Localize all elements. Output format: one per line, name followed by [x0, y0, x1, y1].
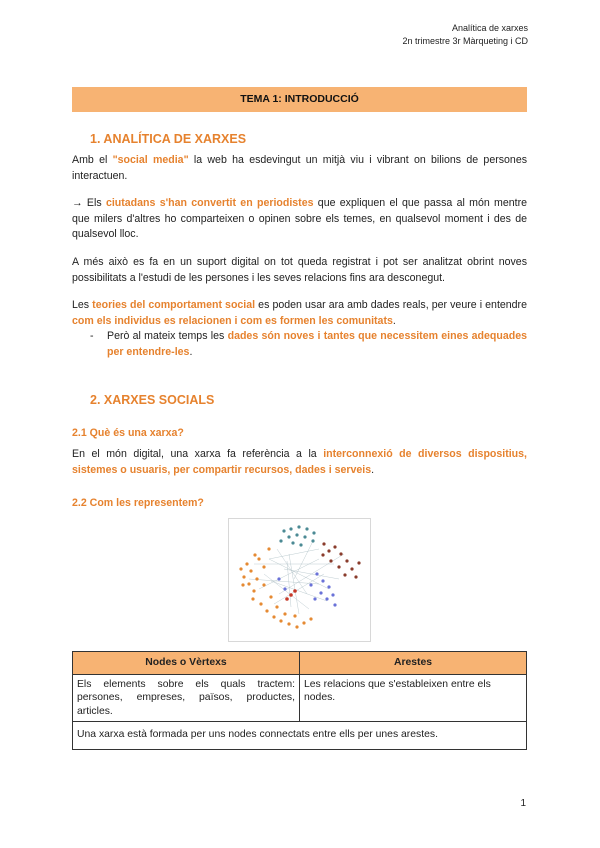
topic-banner: TEMA 1: INTRODUCCIÓ	[72, 87, 527, 112]
section-2-heading: 2. XARXES SOCIALS	[90, 393, 215, 407]
network-graph-illustration	[229, 519, 370, 641]
paragraph-citizens-journalists: → Els ciutadans s'han convertit en periodistes que expliquen el que passa al món mentre que milers d'altres ho comparteixen o opinen sobre els temes, en qualsevol moment i des de qualsevol lloc.	[72, 197, 528, 240]
table-header-nodes: Nodes o Vèrtexs	[73, 652, 300, 675]
section-1-heading: 1. ANALÍTICA DE XARXES	[90, 132, 247, 146]
header-subject: Analítica de xarxes	[451, 23, 528, 33]
header-course: 2n trimestre 3r Màrqueting i CD	[402, 36, 528, 46]
document-header	[402, 22, 528, 48]
subsection-2-1-heading: 2.1 Què és una xarxa?	[72, 427, 184, 439]
page-number: 1	[520, 798, 526, 809]
paragraph-social-theories: Les teories del comportament social es poden usar ara amb dades reals, per veure i entendre com els individus es relacionen i com es formen les comunitats.	[72, 299, 527, 327]
nodes-edges-table	[72, 651, 527, 750]
paragraph-digital-support: A més això es fa en un suport digital on tot queda registrat i pot ser analitzat obrint noves possibilitats a l'estudi de les persones i les seves relacions fins ara desconegut.	[72, 256, 527, 284]
network-graph-image	[228, 518, 371, 642]
table-cell-nodes: Els elements sobre els quals tractem: persones, empreses, països, productes, articles.	[73, 674, 300, 722]
paragraph-social-media: Amb el "social media" la web ha esdevingut un mitjà viu i vibrant on bilions de persones interactuen.	[72, 154, 528, 182]
table-cell-edges: Les relacions que s'estableixen entre els nodes.	[300, 674, 527, 722]
table-row	[73, 722, 527, 750]
table-header-edges: Arestes	[300, 652, 527, 675]
table-footer-cell: Una xarxa està formada per uns nodes connectats entre ells per unes arestes.	[73, 722, 527, 750]
paragraph-network-definition: En el món digital, una xarxa fa referència a la interconnexió de diversos dispositius, sistemes o usuaris, per compartir recursos, dades i serveis.	[72, 448, 527, 476]
table-row	[73, 674, 527, 722]
subsection-2-2-heading: 2.2 Com les representem?	[72, 497, 204, 509]
